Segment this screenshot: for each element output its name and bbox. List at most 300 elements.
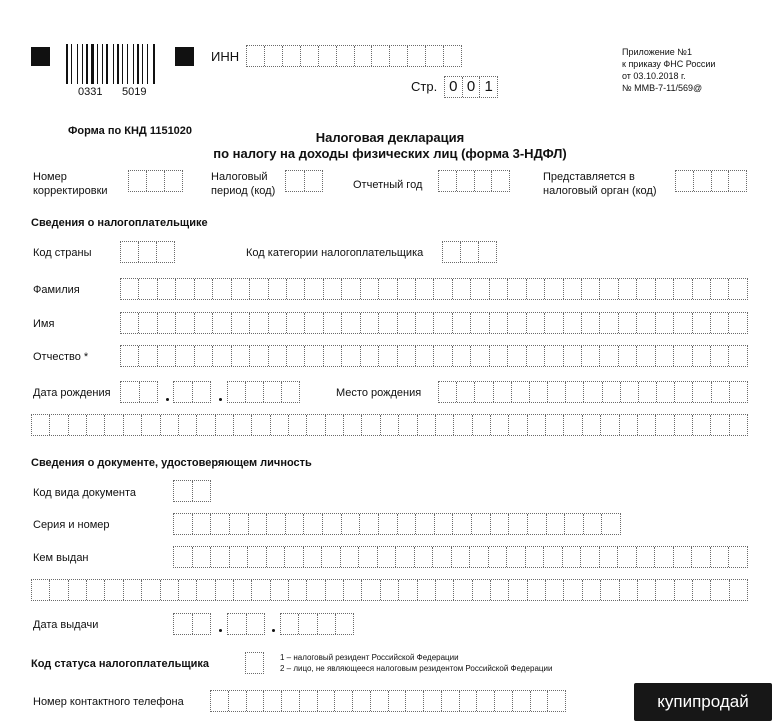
character-cell[interactable] — [251, 580, 269, 600]
character-cell[interactable] — [490, 415, 508, 435]
character-cell[interactable] — [341, 346, 359, 366]
character-cell[interactable] — [547, 691, 565, 711]
character-cell[interactable] — [281, 614, 298, 634]
character-cell[interactable] — [32, 415, 49, 435]
character-cell[interactable] — [32, 580, 49, 600]
character-cell[interactable] — [304, 279, 322, 299]
character-cell[interactable] — [266, 547, 285, 567]
character-cell[interactable] — [729, 382, 747, 402]
character-cell[interactable] — [655, 346, 673, 366]
character-cell[interactable] — [655, 580, 673, 600]
character-cell[interactable] — [389, 46, 407, 66]
character-cell[interactable] — [246, 653, 263, 673]
character-cell[interactable] — [439, 382, 456, 402]
character-cell[interactable] — [300, 46, 318, 66]
character-cell[interactable] — [212, 346, 230, 366]
character-cell[interactable] — [508, 580, 526, 600]
character-cell[interactable] — [249, 346, 267, 366]
character-cell[interactable] — [249, 313, 267, 333]
character-cell[interactable] — [380, 580, 398, 600]
character-cell[interactable] — [439, 171, 456, 191]
character-cell[interactable] — [156, 242, 174, 262]
character-cell[interactable] — [157, 346, 175, 366]
character-cell[interactable] — [192, 382, 211, 402]
character-cell[interactable] — [405, 691, 423, 711]
character-cell[interactable] — [248, 514, 267, 534]
character-cell[interactable] — [138, 346, 156, 366]
character-cell[interactable] — [304, 346, 322, 366]
character-cell[interactable] — [545, 580, 563, 600]
character-cell[interactable] — [655, 313, 673, 333]
character-cell[interactable] — [530, 691, 548, 711]
character-cell[interactable] — [175, 313, 193, 333]
character-cell[interactable] — [321, 547, 340, 567]
character-cell[interactable] — [174, 547, 192, 567]
character-cell[interactable] — [264, 46, 282, 66]
character-cell[interactable] — [425, 46, 443, 66]
character-cell[interactable] — [619, 580, 637, 600]
character-cell[interactable] — [282, 46, 300, 66]
character-cell[interactable] — [728, 279, 746, 299]
character-cell[interactable] — [580, 547, 599, 567]
character-cell[interactable] — [692, 279, 710, 299]
birth-place-field-continued[interactable] — [31, 414, 748, 436]
character-cell[interactable] — [270, 415, 288, 435]
character-cell[interactable] — [544, 313, 562, 333]
issue-day-field[interactable] — [173, 613, 211, 635]
character-cell[interactable] — [228, 614, 246, 634]
character-cell[interactable] — [443, 46, 461, 66]
character-cell[interactable] — [423, 691, 441, 711]
character-cell[interactable] — [474, 171, 492, 191]
character-cell[interactable] — [599, 547, 618, 567]
character-cell[interactable] — [489, 279, 507, 299]
character-cell[interactable] — [129, 171, 146, 191]
character-cell[interactable] — [196, 415, 214, 435]
character-cell[interactable] — [231, 279, 249, 299]
character-cell[interactable] — [527, 415, 545, 435]
character-cell[interactable] — [371, 46, 389, 66]
character-cell[interactable] — [303, 547, 322, 567]
document-type-field[interactable] — [173, 480, 211, 502]
character-cell[interactable] — [123, 580, 141, 600]
character-cell[interactable] — [710, 346, 728, 366]
character-cell[interactable] — [654, 547, 673, 567]
character-cell[interactable] — [397, 514, 416, 534]
character-cell[interactable] — [286, 313, 304, 333]
character-cell[interactable] — [441, 691, 459, 711]
character-cell[interactable] — [352, 691, 370, 711]
character-cell[interactable] — [507, 346, 525, 366]
character-cell[interactable] — [655, 279, 673, 299]
character-cell[interactable] — [469, 547, 488, 567]
character-cell[interactable] — [581, 279, 599, 299]
character-cell[interactable] — [212, 279, 230, 299]
character-cell[interactable] — [618, 313, 636, 333]
character-cell[interactable] — [453, 580, 471, 600]
character-cell[interactable] — [378, 514, 397, 534]
character-cell[interactable] — [138, 313, 156, 333]
character-cell[interactable] — [86, 580, 104, 600]
character-cell[interactable] — [676, 171, 693, 191]
character-cell[interactable] — [674, 415, 692, 435]
character-cell[interactable] — [451, 547, 470, 567]
character-cell[interactable] — [121, 382, 139, 402]
character-cell[interactable] — [563, 279, 581, 299]
character-cell[interactable] — [637, 415, 655, 435]
character-cell[interactable] — [673, 346, 691, 366]
character-cell[interactable] — [565, 382, 583, 402]
character-cell[interactable] — [160, 580, 178, 600]
character-cell[interactable] — [212, 313, 230, 333]
character-cell[interactable] — [547, 382, 565, 402]
character-cell[interactable] — [249, 279, 267, 299]
character-cell[interactable] — [600, 580, 618, 600]
character-cell[interactable] — [233, 580, 251, 600]
character-cell[interactable] — [470, 313, 488, 333]
character-cell[interactable] — [246, 691, 264, 711]
character-cell[interactable] — [215, 415, 233, 435]
character-cell[interactable] — [210, 514, 229, 534]
character-cell[interactable] — [692, 382, 710, 402]
character-cell[interactable] — [247, 547, 266, 567]
character-cell[interactable] — [417, 580, 435, 600]
character-cell[interactable] — [178, 415, 196, 435]
country-code-field[interactable] — [120, 241, 175, 263]
character-cell[interactable] — [397, 279, 415, 299]
character-cell[interactable] — [247, 46, 264, 66]
character-cell[interactable] — [175, 346, 193, 366]
character-cell[interactable] — [192, 547, 211, 567]
character-cell[interactable] — [728, 547, 747, 567]
character-cell[interactable] — [489, 313, 507, 333]
character-cell[interactable] — [583, 382, 601, 402]
character-cell[interactable] — [268, 313, 286, 333]
character-cell[interactable] — [360, 346, 378, 366]
character-cell[interactable] — [452, 279, 470, 299]
character-cell[interactable] — [474, 382, 492, 402]
character-cell[interactable] — [49, 580, 67, 600]
character-cell[interactable] — [139, 382, 158, 402]
character-cell[interactable] — [104, 580, 122, 600]
character-cell[interactable] — [138, 279, 156, 299]
character-cell[interactable] — [563, 313, 581, 333]
character-cell[interactable] — [456, 171, 474, 191]
character-cell[interactable] — [582, 580, 600, 600]
character-cell[interactable] — [285, 514, 304, 534]
character-cell[interactable] — [323, 279, 341, 299]
character-cell[interactable] — [692, 313, 710, 333]
character-cell[interactable] — [525, 547, 544, 567]
character-cell[interactable] — [655, 415, 673, 435]
character-cell[interactable] — [323, 313, 341, 333]
character-cell[interactable] — [395, 547, 414, 567]
character-cell[interactable] — [398, 580, 416, 600]
character-cell[interactable] — [284, 547, 303, 567]
character-cell[interactable] — [602, 382, 620, 402]
character-cell[interactable] — [692, 346, 710, 366]
character-cell[interactable] — [673, 279, 691, 299]
character-cell[interactable] — [231, 313, 249, 333]
character-cell[interactable] — [121, 279, 138, 299]
character-cell[interactable] — [211, 691, 228, 711]
character-cell[interactable] — [456, 382, 474, 402]
character-cell[interactable] — [192, 514, 211, 534]
character-cell[interactable] — [674, 580, 692, 600]
character-cell[interactable] — [476, 691, 494, 711]
name-field[interactable] — [120, 312, 748, 334]
character-cell[interactable] — [728, 171, 746, 191]
character-cell[interactable] — [415, 514, 434, 534]
character-cell[interactable] — [435, 415, 453, 435]
character-cell[interactable] — [343, 415, 361, 435]
character-cell[interactable] — [562, 547, 581, 567]
character-cell[interactable] — [452, 313, 470, 333]
character-cell[interactable] — [729, 415, 747, 435]
character-cell[interactable] — [160, 415, 178, 435]
character-cell[interactable] — [286, 346, 304, 366]
character-cell[interactable] — [636, 346, 654, 366]
character-cell[interactable] — [563, 580, 581, 600]
character-cell[interactable] — [398, 415, 416, 435]
character-cell[interactable] — [210, 547, 229, 567]
character-cell[interactable] — [268, 279, 286, 299]
character-cell[interactable] — [303, 514, 322, 534]
character-cell[interactable] — [157, 279, 175, 299]
character-cell[interactable] — [246, 614, 265, 634]
character-cell[interactable] — [415, 313, 433, 333]
character-cell[interactable] — [378, 346, 396, 366]
character-cell[interactable] — [563, 415, 581, 435]
character-cell[interactable] — [506, 547, 525, 567]
character-cell[interactable] — [711, 382, 729, 402]
character-cell[interactable] — [526, 279, 544, 299]
character-cell[interactable] — [304, 171, 323, 191]
character-cell[interactable] — [157, 313, 175, 333]
character-cell[interactable] — [512, 691, 530, 711]
series-number-field[interactable] — [173, 513, 621, 535]
tax-period-field[interactable] — [285, 170, 323, 192]
character-cell[interactable] — [656, 382, 674, 402]
character-cell[interactable] — [544, 279, 562, 299]
character-cell[interactable] — [228, 382, 245, 402]
character-cell[interactable] — [178, 580, 196, 600]
character-cell[interactable] — [494, 691, 512, 711]
character-cell[interactable] — [397, 313, 415, 333]
character-cell[interactable] — [710, 547, 729, 567]
character-cell[interactable] — [194, 346, 212, 366]
character-cell[interactable] — [508, 514, 527, 534]
character-cell[interactable] — [380, 415, 398, 435]
character-cell[interactable] — [268, 346, 286, 366]
character-cell[interactable] — [121, 242, 138, 262]
character-cell[interactable] — [452, 514, 471, 534]
character-cell[interactable] — [544, 346, 562, 366]
character-cell[interactable] — [507, 279, 525, 299]
character-cell[interactable] — [710, 415, 728, 435]
surname-field[interactable] — [120, 278, 748, 300]
character-cell[interactable] — [138, 242, 156, 262]
inn-field[interactable] — [246, 45, 462, 67]
character-cell[interactable] — [174, 382, 192, 402]
character-cell[interactable] — [489, 346, 507, 366]
character-cell[interactable] — [527, 514, 546, 534]
character-cell[interactable] — [511, 382, 529, 402]
character-cell[interactable] — [325, 415, 343, 435]
character-cell[interactable] — [377, 547, 396, 567]
character-cell[interactable] — [493, 382, 511, 402]
character-cell[interactable] — [508, 415, 526, 435]
character-cell[interactable] — [563, 346, 581, 366]
character-cell[interactable] — [343, 580, 361, 600]
character-cell[interactable] — [488, 547, 507, 567]
character-cell[interactable] — [194, 313, 212, 333]
character-cell[interactable] — [123, 415, 141, 435]
character-cell[interactable] — [304, 313, 322, 333]
character-cell[interactable] — [619, 415, 637, 435]
character-cell[interactable] — [599, 313, 617, 333]
character-cell[interactable] — [281, 691, 299, 711]
character-cell[interactable] — [270, 580, 288, 600]
birth-year-field[interactable] — [227, 381, 300, 403]
character-cell[interactable] — [288, 415, 306, 435]
character-cell[interactable] — [638, 382, 656, 402]
character-cell[interactable] — [359, 514, 378, 534]
character-cell[interactable] — [581, 346, 599, 366]
character-cell[interactable] — [491, 171, 509, 191]
birth-place-field[interactable] — [438, 381, 748, 403]
character-cell[interactable] — [460, 242, 478, 262]
character-cell[interactable] — [49, 415, 67, 435]
character-cell[interactable] — [407, 46, 425, 66]
character-cell[interactable] — [543, 547, 562, 567]
character-cell[interactable] — [433, 313, 451, 333]
character-cell[interactable] — [360, 313, 378, 333]
character-cell[interactable] — [141, 580, 159, 600]
character-cell[interactable] — [453, 415, 471, 435]
character-cell[interactable] — [529, 382, 547, 402]
character-cell[interactable] — [245, 382, 263, 402]
character-cell[interactable] — [370, 691, 388, 711]
issued-by-field-continued[interactable] — [31, 579, 748, 601]
character-cell[interactable] — [527, 580, 545, 600]
character-cell[interactable] — [317, 614, 335, 634]
character-cell[interactable] — [470, 346, 488, 366]
character-cell[interactable] — [251, 415, 269, 435]
character-cell[interactable] — [673, 313, 691, 333]
character-cell[interactable] — [433, 279, 451, 299]
character-cell[interactable] — [174, 514, 192, 534]
character-cell[interactable] — [692, 580, 710, 600]
character-cell[interactable] — [229, 547, 248, 567]
character-cell[interactable] — [306, 580, 324, 600]
issue-year-field[interactable] — [280, 613, 354, 635]
character-cell[interactable] — [692, 415, 710, 435]
character-cell[interactable] — [229, 514, 248, 534]
character-cell[interactable] — [146, 171, 164, 191]
category-code-field[interactable] — [442, 241, 497, 263]
character-cell[interactable] — [68, 580, 86, 600]
character-cell[interactable] — [192, 614, 211, 634]
character-cell[interactable] — [354, 46, 372, 66]
character-cell[interactable] — [263, 691, 281, 711]
character-cell[interactable] — [263, 382, 281, 402]
character-cell[interactable] — [691, 547, 710, 567]
character-cell[interactable] — [710, 279, 728, 299]
character-cell[interactable] — [507, 313, 525, 333]
character-cell[interactable] — [434, 514, 453, 534]
character-cell[interactable] — [194, 279, 212, 299]
correction-number-field[interactable] — [128, 170, 183, 192]
character-cell[interactable] — [378, 313, 396, 333]
character-cell[interactable] — [526, 313, 544, 333]
character-cell[interactable] — [583, 514, 602, 534]
character-cell[interactable] — [435, 580, 453, 600]
character-cell[interactable] — [582, 415, 600, 435]
character-cell[interactable] — [306, 415, 324, 435]
character-cell[interactable] — [728, 346, 746, 366]
character-cell[interactable] — [322, 514, 341, 534]
character-cell[interactable] — [673, 547, 692, 567]
character-cell[interactable] — [196, 580, 214, 600]
birth-month-field[interactable] — [173, 381, 211, 403]
character-cell[interactable] — [601, 514, 620, 534]
character-cell[interactable] — [397, 346, 415, 366]
character-cell[interactable] — [281, 382, 299, 402]
character-cell[interactable] — [636, 547, 655, 567]
character-cell[interactable] — [729, 580, 747, 600]
character-cell[interactable] — [711, 171, 729, 191]
character-cell[interactable] — [341, 514, 360, 534]
character-cell[interactable] — [710, 313, 728, 333]
character-cell[interactable] — [617, 547, 636, 567]
character-cell[interactable] — [599, 346, 617, 366]
character-cell[interactable] — [417, 415, 435, 435]
character-cell[interactable] — [340, 547, 359, 567]
character-cell[interactable] — [335, 614, 353, 634]
character-cell[interactable] — [215, 580, 233, 600]
patronymic-field[interactable] — [120, 345, 748, 367]
character-cell[interactable] — [618, 279, 636, 299]
character-cell[interactable] — [490, 514, 509, 534]
character-cell[interactable] — [68, 415, 86, 435]
character-cell[interactable] — [415, 346, 433, 366]
character-cell[interactable] — [174, 614, 192, 634]
character-cell[interactable] — [286, 171, 304, 191]
taxpayer-status-field[interactable] — [245, 652, 264, 674]
character-cell[interactable] — [490, 580, 508, 600]
character-cell[interactable] — [361, 580, 379, 600]
character-cell[interactable] — [341, 279, 359, 299]
character-cell[interactable] — [414, 547, 433, 567]
character-cell[interactable] — [86, 415, 104, 435]
character-cell[interactable] — [360, 279, 378, 299]
character-cell[interactable] — [233, 415, 251, 435]
character-cell[interactable] — [288, 580, 306, 600]
character-cell[interactable] — [164, 171, 182, 191]
character-cell[interactable] — [526, 346, 544, 366]
character-cell[interactable] — [266, 514, 285, 534]
character-cell[interactable] — [443, 242, 460, 262]
character-cell[interactable] — [581, 313, 599, 333]
character-cell[interactable] — [341, 313, 359, 333]
character-cell[interactable] — [693, 171, 711, 191]
character-cell[interactable] — [361, 415, 379, 435]
character-cell[interactable] — [317, 691, 335, 711]
character-cell[interactable] — [175, 279, 193, 299]
character-cell[interactable] — [378, 279, 396, 299]
character-cell[interactable] — [674, 382, 692, 402]
